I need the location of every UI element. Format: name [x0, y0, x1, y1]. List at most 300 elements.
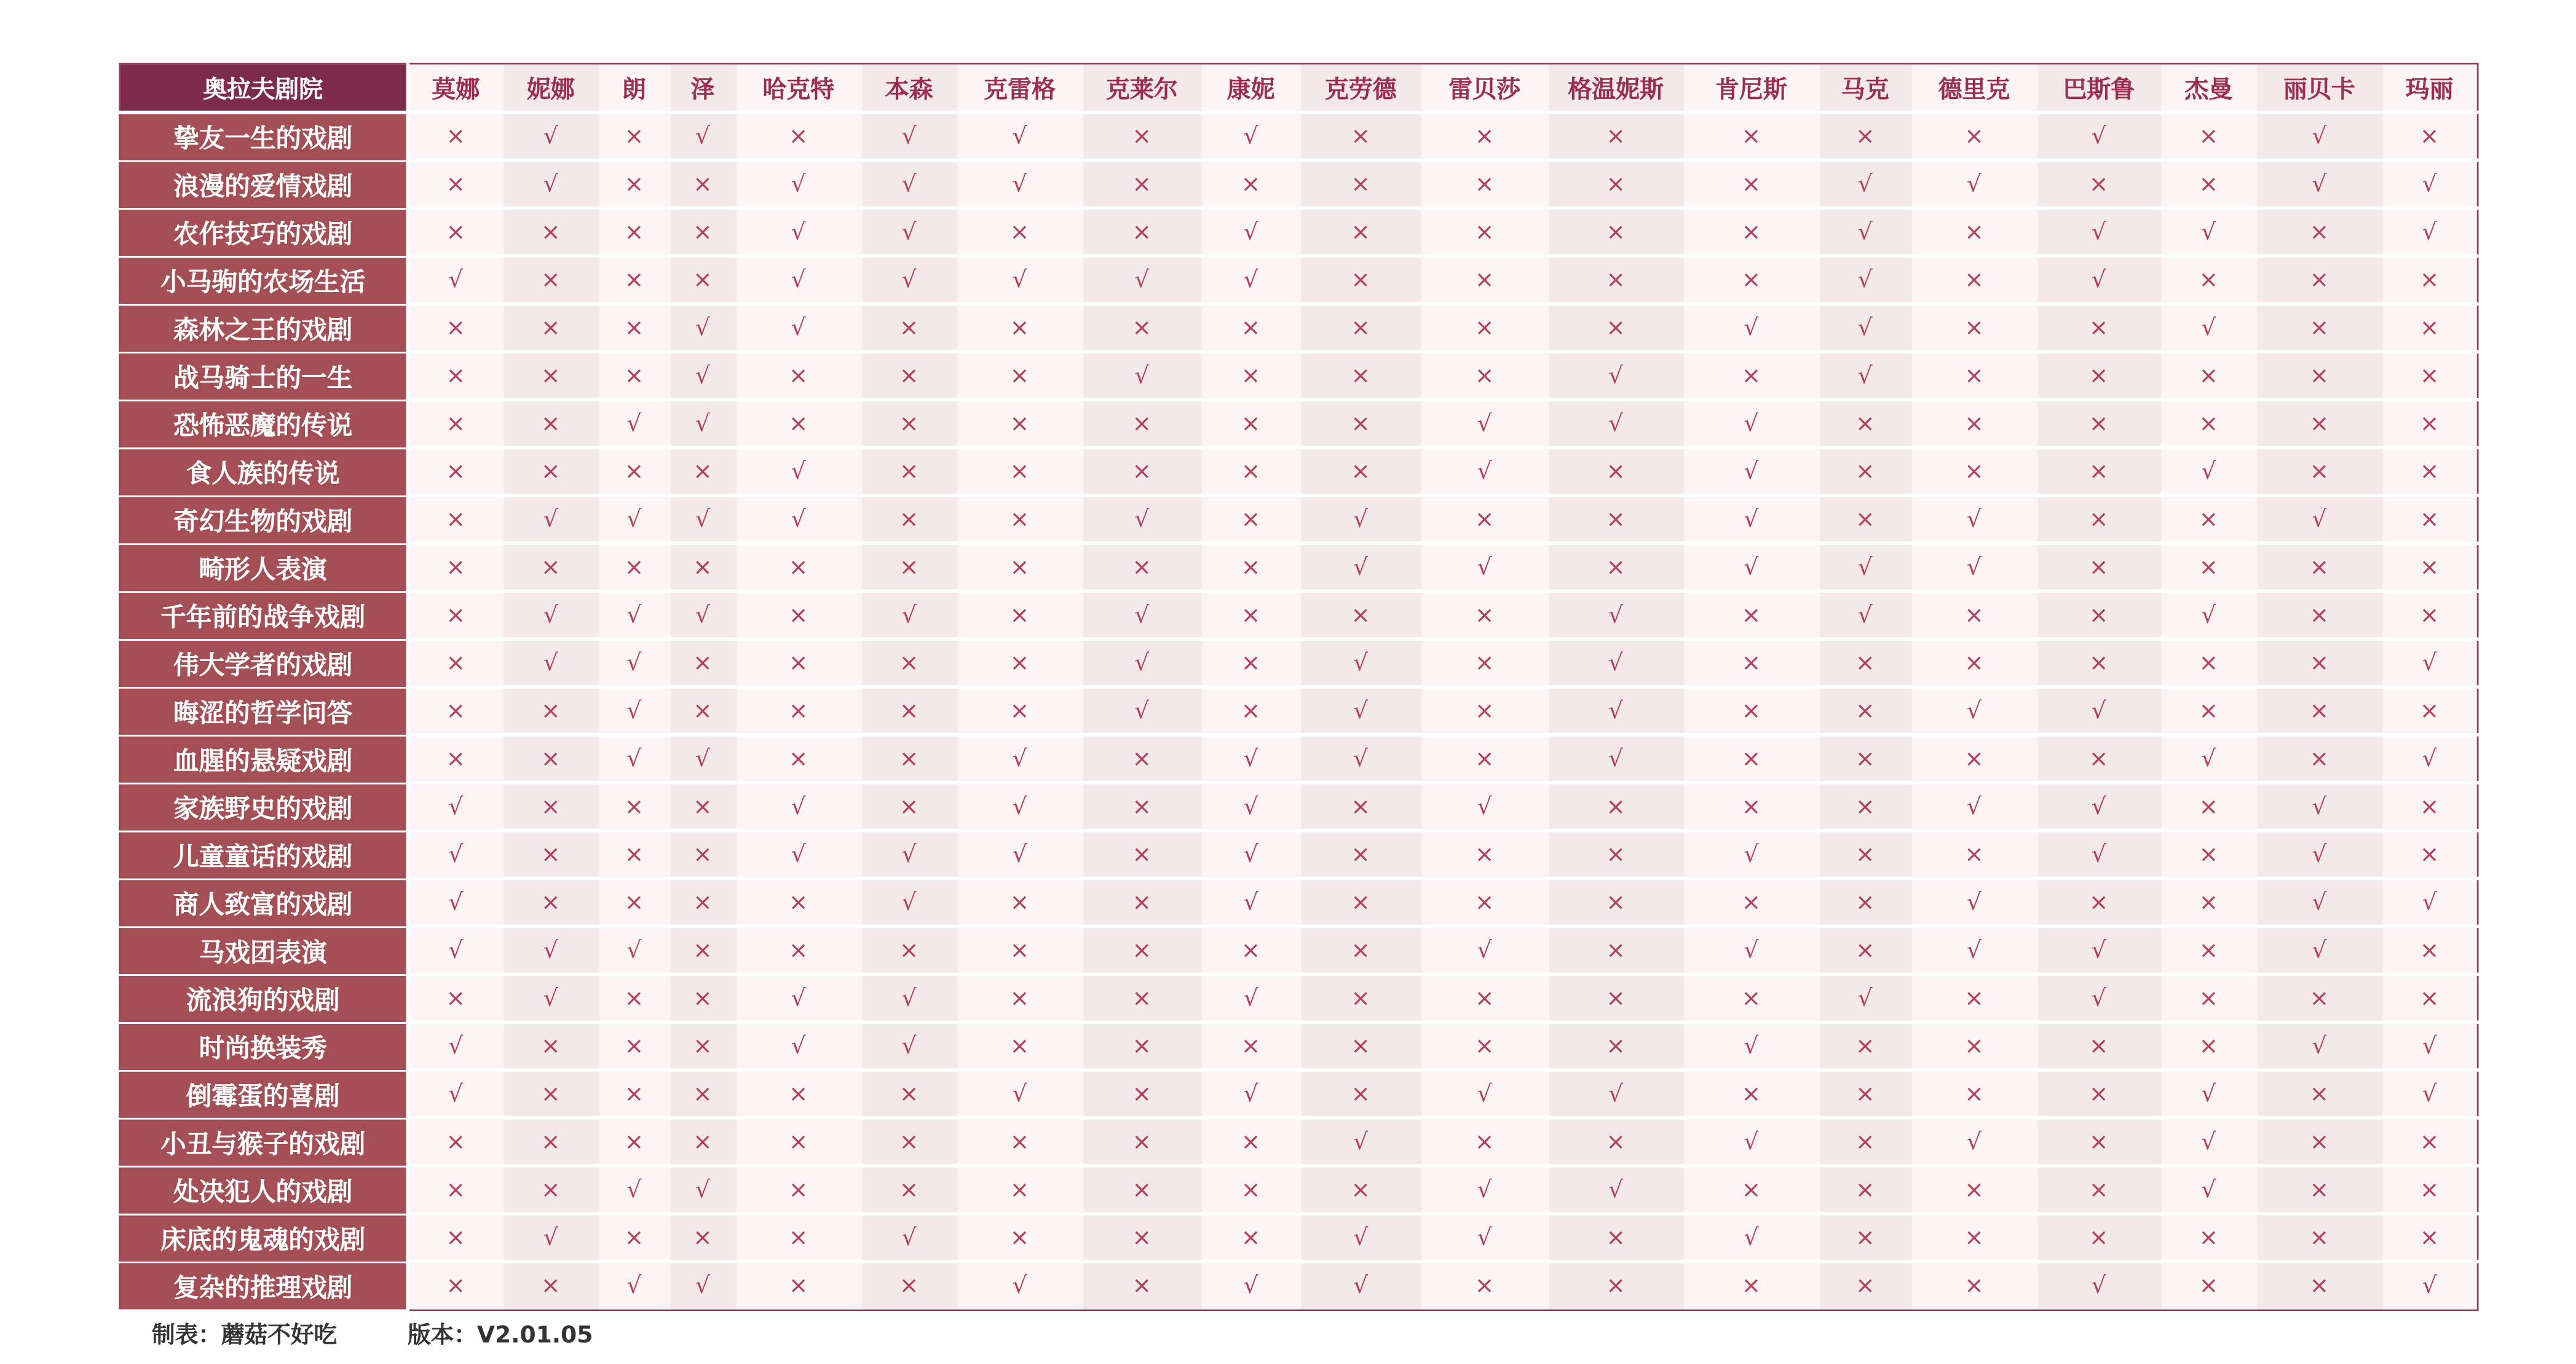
check-mark-cell: √	[1819, 352, 1911, 400]
cross-mark-cell: ×	[2256, 256, 2382, 304]
cross-mark-cell: ×	[2256, 591, 2382, 639]
cross-mark-cell: ×	[670, 256, 735, 304]
check-mark-cell: √	[1548, 687, 1683, 735]
check-mark-cell: √	[1421, 1070, 1548, 1118]
check-mark-cell: √	[957, 831, 1082, 879]
column-header: 妮娜	[503, 63, 599, 112]
cross-mark-cell: ×	[957, 400, 1082, 448]
cross-mark-cell: ×	[1421, 735, 1548, 783]
check-mark-cell: √	[2382, 639, 2478, 687]
check-mark-cell: √	[957, 1261, 1082, 1309]
cross-mark-cell: ×	[1911, 208, 2037, 256]
cross-mark-cell: ×	[1300, 1070, 1421, 1118]
cross-mark-cell: ×	[861, 400, 957, 448]
check-mark-cell: √	[861, 256, 957, 304]
check-mark-cell: √	[2256, 879, 2382, 927]
column-header: 克劳德	[1300, 63, 1421, 112]
check-mark-cell: √	[2161, 448, 2257, 496]
table-row	[120, 113, 2478, 161]
cross-mark-cell: ×	[2256, 687, 2382, 735]
check-mark-cell: √	[599, 735, 670, 783]
cross-mark-cell: ×	[2161, 926, 2257, 974]
check-mark-cell: √	[1683, 831, 1819, 879]
check-mark-cell: √	[2382, 208, 2478, 256]
cross-mark-cell: ×	[861, 783, 957, 831]
cross-mark-cell: ×	[1083, 735, 1201, 783]
cross-mark-cell: ×	[2037, 543, 2160, 591]
cross-mark-cell: ×	[670, 687, 735, 735]
table-row	[120, 926, 2478, 974]
check-mark-cell: √	[1911, 879, 2037, 927]
cross-mark-cell: ×	[2256, 639, 2382, 687]
check-mark-cell: √	[861, 113, 957, 161]
cross-mark-cell: ×	[2256, 208, 2382, 256]
row-label: 血腥的悬疑戏剧	[120, 735, 407, 783]
check-mark-cell: √	[736, 783, 861, 831]
cross-mark-cell: ×	[861, 543, 957, 591]
cross-mark-cell: ×	[1683, 735, 1819, 783]
cross-mark-cell: ×	[1683, 639, 1819, 687]
table-row	[120, 400, 2478, 448]
cross-mark-cell: ×	[861, 1070, 957, 1118]
check-mark-cell: √	[1819, 160, 1911, 208]
row-label: 小丑与猴子的戏剧	[120, 1118, 407, 1166]
cross-mark-cell: ×	[957, 208, 1082, 256]
cross-mark-cell: ×	[957, 304, 1082, 352]
cross-mark-cell: ×	[1201, 160, 1300, 208]
row-label: 时尚换装秀	[120, 1022, 407, 1070]
cross-mark-cell: ×	[407, 496, 503, 544]
check-mark-cell: √	[1548, 1166, 1683, 1214]
cross-mark-cell: ×	[2382, 974, 2478, 1022]
cross-mark-cell: ×	[1683, 687, 1819, 735]
check-mark-cell: √	[1201, 1261, 1300, 1309]
cross-mark-cell: ×	[1819, 687, 1911, 735]
cross-mark-cell: ×	[1911, 591, 2037, 639]
cross-mark-cell: ×	[1201, 1022, 1300, 1070]
cross-mark-cell: ×	[1911, 974, 2037, 1022]
column-header: 格温妮斯	[1548, 63, 1683, 112]
check-mark-cell: √	[957, 113, 1082, 161]
cross-mark-cell: ×	[736, 400, 861, 448]
check-mark-cell: √	[1300, 639, 1421, 687]
cross-mark-cell: ×	[1421, 639, 1548, 687]
cross-mark-cell: ×	[1421, 879, 1548, 927]
cross-mark-cell: ×	[736, 543, 861, 591]
check-mark-cell: √	[957, 783, 1082, 831]
cross-mark-cell: ×	[1201, 639, 1300, 687]
cross-mark-cell: ×	[2037, 1022, 2160, 1070]
check-mark-cell: √	[1083, 256, 1201, 304]
table-row	[120, 1070, 2478, 1118]
check-mark-cell: √	[1300, 543, 1421, 591]
check-mark-cell: √	[1201, 735, 1300, 783]
row-label: 挚友一生的戏剧	[120, 113, 407, 161]
cross-mark-cell: ×	[1083, 113, 1201, 161]
row-label: 战马骑士的一生	[120, 352, 407, 400]
check-mark-cell: √	[2382, 1070, 2478, 1118]
cross-mark-cell: ×	[1300, 879, 1421, 927]
cross-mark-cell: ×	[503, 400, 599, 448]
cross-mark-cell: ×	[1683, 1070, 1819, 1118]
cross-mark-cell: ×	[1819, 735, 1911, 783]
check-mark-cell: √	[503, 926, 599, 974]
cross-mark-cell: ×	[599, 1118, 670, 1166]
cross-mark-cell: ×	[1819, 1166, 1911, 1214]
check-mark-cell: √	[1911, 687, 2037, 735]
cross-mark-cell: ×	[599, 1022, 670, 1070]
check-mark-cell: √	[2161, 735, 2257, 783]
check-mark-cell: √	[1201, 113, 1300, 161]
check-mark-cell: √	[2382, 879, 2478, 927]
table-row	[120, 735, 2478, 783]
check-mark-cell: √	[1683, 1118, 1819, 1166]
row-label: 畸形人表演	[120, 543, 407, 591]
cross-mark-cell: ×	[1548, 783, 1683, 831]
cross-mark-cell: ×	[1201, 352, 1300, 400]
cross-mark-cell: ×	[2256, 974, 2382, 1022]
check-mark-cell: √	[599, 639, 670, 687]
row-label: 农作技巧的戏剧	[120, 208, 407, 256]
table-row	[120, 783, 2478, 831]
table-row	[120, 543, 2478, 591]
check-mark-cell: √	[1201, 208, 1300, 256]
cross-mark-cell: ×	[1819, 496, 1911, 544]
check-mark-cell: √	[1083, 352, 1201, 400]
cross-mark-cell: ×	[407, 543, 503, 591]
cross-mark-cell: ×	[957, 1214, 1082, 1262]
cross-mark-cell: ×	[957, 879, 1082, 927]
check-mark-cell: √	[407, 256, 503, 304]
cross-mark-cell: ×	[407, 448, 503, 496]
cross-mark-cell: ×	[670, 879, 735, 927]
cross-mark-cell: ×	[2256, 735, 2382, 783]
check-mark-cell: √	[503, 160, 599, 208]
table-row	[120, 1261, 2478, 1309]
check-mark-cell: √	[2161, 1070, 2257, 1118]
cross-mark-cell: ×	[2256, 1261, 2382, 1309]
check-mark-cell: √	[1421, 543, 1548, 591]
cross-mark-cell: ×	[957, 591, 1082, 639]
cross-mark-cell: ×	[861, 1118, 957, 1166]
cross-mark-cell: ×	[2382, 1118, 2478, 1166]
cross-mark-cell: ×	[503, 735, 599, 783]
check-mark-cell: √	[2037, 113, 2160, 161]
cross-mark-cell: ×	[1911, 400, 2037, 448]
cross-mark-cell: ×	[503, 879, 599, 927]
cross-mark-cell: ×	[407, 113, 503, 161]
check-mark-cell: √	[1421, 1166, 1548, 1214]
table-row	[120, 1118, 2478, 1166]
row-label: 晦涩的哲学问答	[120, 687, 407, 735]
footer	[152, 1318, 593, 1351]
cross-mark-cell: ×	[2382, 831, 2478, 879]
check-mark-cell: √	[1421, 783, 1548, 831]
maker-credit: 制表：蘑菇不好吃	[152, 1322, 337, 1349]
table-row	[120, 160, 2478, 208]
column-header: 哈克特	[736, 63, 861, 112]
cross-mark-cell: ×	[670, 831, 735, 879]
check-mark-cell: √	[1819, 208, 1911, 256]
cross-mark-cell: ×	[1548, 448, 1683, 496]
check-mark-cell: √	[1201, 879, 1300, 927]
cross-mark-cell: ×	[1683, 591, 1819, 639]
cross-mark-cell: ×	[1548, 160, 1683, 208]
cross-mark-cell: ×	[1683, 1166, 1819, 1214]
cross-mark-cell: ×	[1201, 496, 1300, 544]
table-row	[120, 208, 2478, 256]
cross-mark-cell: ×	[957, 926, 1082, 974]
check-mark-cell: √	[2037, 783, 2160, 831]
check-mark-cell: √	[599, 1261, 670, 1309]
check-mark-cell: √	[2161, 208, 2257, 256]
check-mark-cell: √	[2382, 735, 2478, 783]
cross-mark-cell: ×	[1083, 1214, 1201, 1262]
cross-mark-cell: ×	[1819, 448, 1911, 496]
check-mark-cell: √	[736, 496, 861, 544]
column-header: 泽	[670, 63, 735, 112]
check-mark-cell: √	[736, 160, 861, 208]
cross-mark-cell: ×	[1083, 400, 1201, 448]
check-mark-cell: √	[1548, 639, 1683, 687]
table-row	[120, 639, 2478, 687]
check-mark-cell: √	[1083, 639, 1201, 687]
check-mark-cell: √	[957, 160, 1082, 208]
cross-mark-cell: ×	[2161, 974, 2257, 1022]
cross-mark-cell: ×	[861, 304, 957, 352]
cross-mark-cell: ×	[503, 208, 599, 256]
cross-mark-cell: ×	[503, 831, 599, 879]
cross-mark-cell: ×	[1819, 831, 1911, 879]
cross-mark-cell: ×	[2161, 1022, 2257, 1070]
check-mark-cell: √	[2161, 1118, 2257, 1166]
check-mark-cell: √	[2256, 113, 2382, 161]
cross-mark-cell: ×	[1548, 256, 1683, 304]
cross-mark-cell: ×	[670, 543, 735, 591]
cross-mark-cell: ×	[2161, 783, 2257, 831]
cross-mark-cell: ×	[1548, 926, 1683, 974]
column-header: 本森	[861, 63, 957, 112]
cross-mark-cell: ×	[1683, 208, 1819, 256]
cross-mark-cell: ×	[1911, 448, 2037, 496]
cross-mark-cell: ×	[1201, 687, 1300, 735]
check-mark-cell: √	[407, 879, 503, 927]
corner-title: 奥拉夫剧院	[120, 63, 407, 112]
cross-mark-cell: ×	[1300, 256, 1421, 304]
check-mark-cell: √	[2037, 208, 2160, 256]
check-mark-cell: √	[670, 1261, 735, 1309]
check-mark-cell: √	[1300, 1261, 1421, 1309]
cross-mark-cell: ×	[1548, 1118, 1683, 1166]
check-mark-cell: √	[861, 160, 957, 208]
cross-mark-cell: ×	[1683, 783, 1819, 831]
cross-mark-cell: ×	[2161, 352, 2257, 400]
cross-mark-cell: ×	[736, 879, 861, 927]
row-label: 食人族的传说	[120, 448, 407, 496]
cross-mark-cell: ×	[1911, 1070, 2037, 1118]
cross-mark-cell: ×	[2382, 496, 2478, 544]
cross-mark-cell: ×	[2256, 448, 2382, 496]
check-mark-cell: √	[503, 1214, 599, 1262]
cross-mark-cell: ×	[670, 974, 735, 1022]
check-mark-cell: √	[2037, 687, 2160, 735]
cross-mark-cell: ×	[2256, 1214, 2382, 1262]
row-label: 千年前的战争戏剧	[120, 591, 407, 639]
cross-mark-cell: ×	[2161, 400, 2257, 448]
row-label: 恐怖恶魔的传说	[120, 400, 407, 448]
cross-mark-cell: ×	[1421, 687, 1548, 735]
row-label: 商人致富的戏剧	[120, 879, 407, 927]
table-row	[120, 1214, 2478, 1262]
check-mark-cell: √	[670, 352, 735, 400]
cross-mark-cell: ×	[503, 1118, 599, 1166]
cross-mark-cell: ×	[1421, 352, 1548, 400]
cross-mark-cell: ×	[1300, 113, 1421, 161]
cross-mark-cell: ×	[1683, 879, 1819, 927]
cross-mark-cell: ×	[1083, 304, 1201, 352]
check-mark-cell: √	[957, 256, 1082, 304]
cross-mark-cell: ×	[1683, 160, 1819, 208]
cross-mark-cell: ×	[1421, 208, 1548, 256]
check-mark-cell: √	[1421, 926, 1548, 974]
cross-mark-cell: ×	[407, 1261, 503, 1309]
check-mark-cell: √	[407, 926, 503, 974]
check-mark-cell: √	[1819, 974, 1911, 1022]
cross-mark-cell: ×	[1421, 304, 1548, 352]
cross-mark-cell: ×	[736, 1214, 861, 1262]
check-mark-cell: √	[1819, 543, 1911, 591]
cross-mark-cell: ×	[407, 735, 503, 783]
column-header: 玛丽	[2382, 63, 2478, 112]
cross-mark-cell: ×	[2161, 831, 2257, 879]
cross-mark-cell: ×	[1819, 1261, 1911, 1309]
row-label: 处决犯人的戏剧	[120, 1166, 407, 1214]
column-header: 马克	[1819, 63, 1911, 112]
cross-mark-cell: ×	[2382, 256, 2478, 304]
cross-mark-cell: ×	[503, 687, 599, 735]
cross-mark-cell: ×	[503, 352, 599, 400]
check-mark-cell: √	[407, 1070, 503, 1118]
cross-mark-cell: ×	[2382, 1166, 2478, 1214]
check-mark-cell: √	[407, 783, 503, 831]
cross-mark-cell: ×	[736, 639, 861, 687]
cross-mark-cell: ×	[1819, 783, 1911, 831]
check-mark-cell: √	[1083, 591, 1201, 639]
cross-mark-cell: ×	[670, 783, 735, 831]
cross-mark-cell: ×	[1083, 974, 1201, 1022]
cross-mark-cell: ×	[2161, 496, 2257, 544]
cross-mark-cell: ×	[2382, 926, 2478, 974]
cross-mark-cell: ×	[736, 1261, 861, 1309]
cross-mark-cell: ×	[599, 831, 670, 879]
cross-mark-cell: ×	[670, 1214, 735, 1262]
cross-mark-cell: ×	[736, 591, 861, 639]
row-label: 马戏团表演	[120, 926, 407, 974]
cross-mark-cell: ×	[670, 208, 735, 256]
column-header: 杰曼	[2161, 63, 2257, 112]
check-mark-cell: √	[1683, 400, 1819, 448]
cross-mark-cell: ×	[407, 591, 503, 639]
cross-mark-cell: ×	[1300, 1022, 1421, 1070]
cross-mark-cell: ×	[2037, 160, 2160, 208]
cross-mark-cell: ×	[1201, 926, 1300, 974]
check-mark-cell: √	[1300, 1118, 1421, 1166]
cross-mark-cell: ×	[1548, 1022, 1683, 1070]
cross-mark-cell: ×	[1083, 1070, 1201, 1118]
cross-mark-cell: ×	[861, 735, 957, 783]
cross-mark-cell: ×	[503, 448, 599, 496]
cross-mark-cell: ×	[957, 1118, 1082, 1166]
cross-mark-cell: ×	[670, 160, 735, 208]
table-row	[120, 256, 2478, 304]
check-mark-cell: √	[861, 879, 957, 927]
check-mark-cell: √	[670, 113, 735, 161]
check-mark-cell: √	[1819, 591, 1911, 639]
cross-mark-cell: ×	[2382, 400, 2478, 448]
cross-mark-cell: ×	[599, 879, 670, 927]
check-mark-cell: √	[1548, 352, 1683, 400]
check-mark-cell: √	[861, 1214, 957, 1262]
check-mark-cell: √	[2161, 591, 2257, 639]
check-mark-cell: √	[861, 1022, 957, 1070]
cross-mark-cell: ×	[2382, 304, 2478, 352]
cross-mark-cell: ×	[1911, 1166, 2037, 1214]
cross-mark-cell: ×	[1421, 1022, 1548, 1070]
check-mark-cell: √	[2037, 1261, 2160, 1309]
cross-mark-cell: ×	[957, 1022, 1082, 1070]
cross-mark-cell: ×	[599, 160, 670, 208]
cross-mark-cell: ×	[1683, 974, 1819, 1022]
check-mark-cell: √	[1548, 591, 1683, 639]
table-row	[120, 1166, 2478, 1214]
cross-mark-cell: ×	[1548, 831, 1683, 879]
cross-mark-cell: ×	[1201, 400, 1300, 448]
cross-mark-cell: ×	[2256, 352, 2382, 400]
cross-mark-cell: ×	[861, 1166, 957, 1214]
cross-mark-cell: ×	[1683, 352, 1819, 400]
check-mark-cell: √	[736, 974, 861, 1022]
cross-mark-cell: ×	[1300, 448, 1421, 496]
cross-mark-cell: ×	[1300, 208, 1421, 256]
cross-mark-cell: ×	[1083, 1022, 1201, 1070]
check-mark-cell: √	[670, 591, 735, 639]
cross-mark-cell: ×	[861, 926, 957, 974]
cross-mark-cell: ×	[1201, 304, 1300, 352]
check-mark-cell: √	[736, 208, 861, 256]
cross-mark-cell: ×	[1300, 974, 1421, 1022]
check-mark-cell: √	[1300, 496, 1421, 544]
cross-mark-cell: ×	[599, 1070, 670, 1118]
check-mark-cell: √	[1083, 496, 1201, 544]
cross-mark-cell: ×	[1819, 879, 1911, 927]
cross-mark-cell: ×	[1201, 448, 1300, 496]
check-mark-cell: √	[2037, 974, 2160, 1022]
cross-mark-cell: ×	[2382, 591, 2478, 639]
cross-mark-cell: ×	[599, 304, 670, 352]
column-header: 克雷格	[957, 63, 1082, 112]
table-row	[120, 687, 2478, 735]
check-mark-cell: √	[2037, 926, 2160, 974]
cross-mark-cell: ×	[1548, 543, 1683, 591]
cross-mark-cell: ×	[957, 543, 1082, 591]
cross-mark-cell: ×	[957, 639, 1082, 687]
cross-mark-cell: ×	[2037, 735, 2160, 783]
table-row	[120, 1022, 2478, 1070]
cross-mark-cell: ×	[1421, 256, 1548, 304]
cross-mark-cell: ×	[599, 783, 670, 831]
cross-mark-cell: ×	[1911, 352, 2037, 400]
table-row	[120, 352, 2478, 400]
